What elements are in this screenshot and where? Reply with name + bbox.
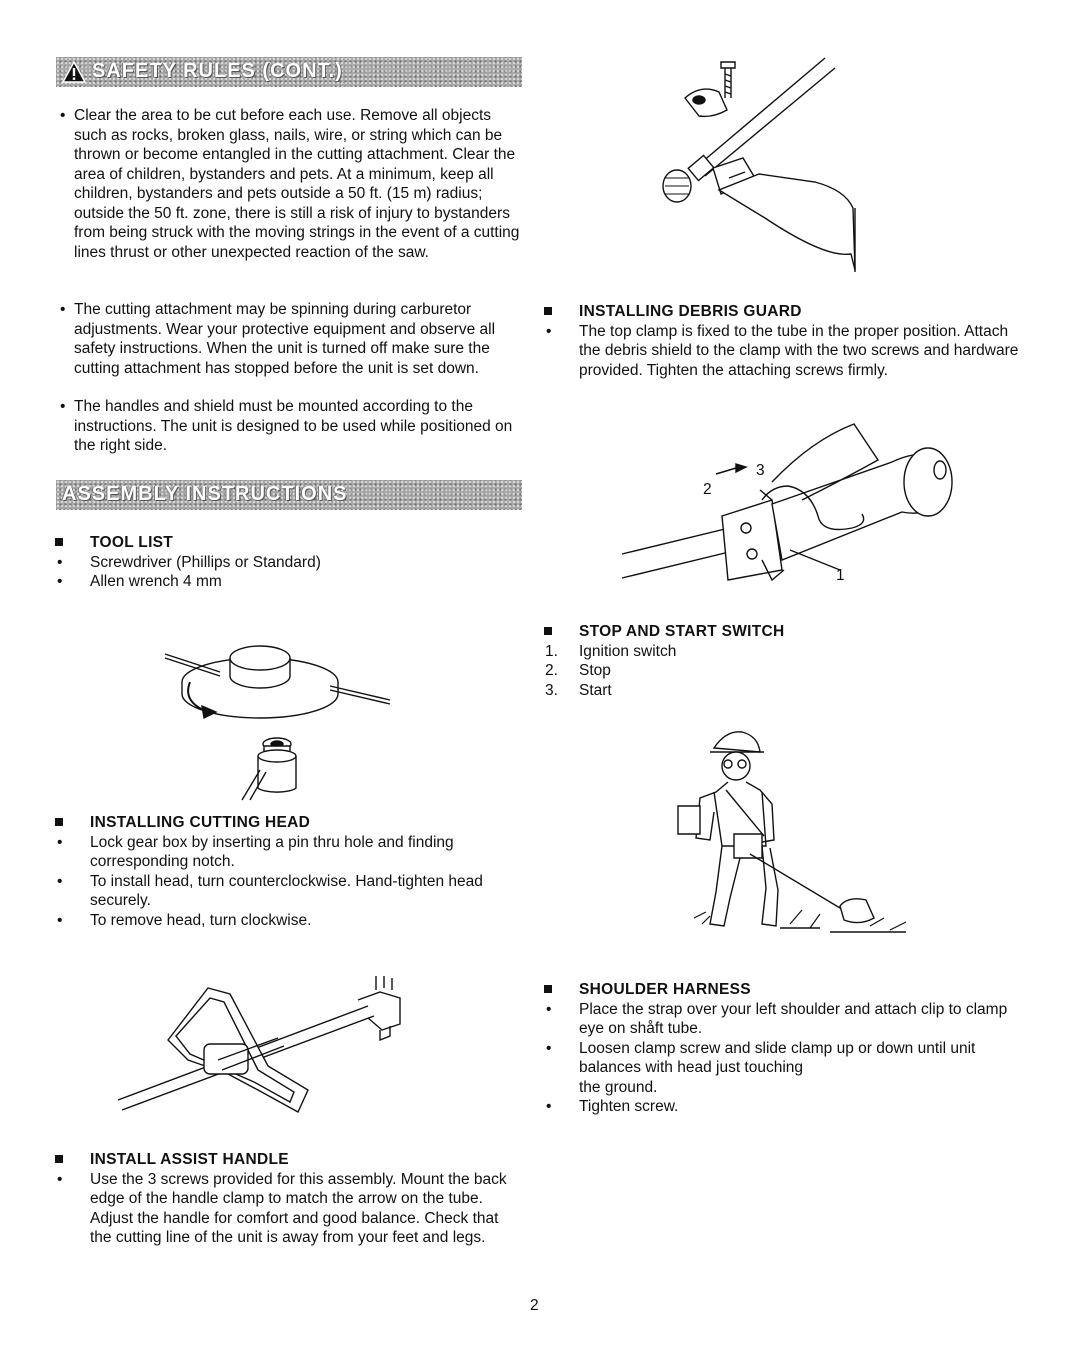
safety-bullet-3: • The handles and shield must be mounted according to the instructions. The unit is designed to be used while positioned on the right side. — [54, 397, 524, 456]
cutting-head-section — [38, 813, 518, 930]
assist-handle-heading: INSTALL ASSIST HANDLE — [38, 1150, 522, 1170]
switch-callout-label: 3 — [756, 462, 765, 479]
shoulder-harness-heading: SHOULDER HARNESS — [527, 980, 1017, 1000]
stop-start-heading: STOP AND START SWITCH — [527, 622, 1007, 642]
cutting-head-illustration — [160, 632, 400, 802]
shoulder-harness-continuation: the ground. — [579, 1078, 658, 1096]
stop-start-item: 3. Start — [545, 681, 612, 699]
assembly-instructions-title: ASSEMBLY INSTRUCTIONS — [62, 483, 348, 506]
cutting-head-step: • To remove head, turn clockwise. — [38, 911, 518, 931]
tool-list-heading: TOOL LIST — [38, 533, 508, 553]
tool-list-item: • Allen wrench 4 mm — [38, 572, 508, 592]
shoulder-harness-section — [527, 980, 1017, 1117]
switch-callout-label: 2 — [703, 481, 712, 498]
shoulder-harness-illustration — [670, 728, 910, 946]
assembly-instructions-banner — [56, 480, 522, 510]
cutting-head-step: • Lock gear box by inserting a pin thru hole and finding corresponding notch. — [38, 833, 518, 872]
shoulder-harness-step: • Loosen clamp screw and slide clamp up or down until unit balances with head just touching — [527, 1039, 1017, 1078]
debris-guard-illustration — [655, 58, 865, 278]
safety-bullet-2: • The cutting attachment may be spinning during carburetor adjustments. Wear your protective equipment and observe all safety instructions. When the unit is turned off make sure the cutting attachment has stopped before the unit is set down. — [54, 300, 524, 378]
safety-rules-title: SAFETY RULES (CONT.) — [92, 60, 343, 83]
warning-triangle-icon — [62, 61, 86, 83]
safety-rules-banner — [56, 57, 522, 87]
assist-handle-illustration — [118, 970, 418, 1120]
page-number: 2 — [530, 1297, 539, 1314]
safety-bullet-1: • Clear the area to be cut before each use. Remove all objects such as rocks, broken glass, nails, wire, or string which can be thrown or become entangled in the cutting attachment. Clear the area of children, bystanders and pets. At a minimum, keep all children, bystanders and pets outside a 50 ft. (15 m) radius; outside the 50 ft. zone, there is still a risk of injury to bystanders from being struck with the moving strings in the event of a cutting lines thrust or other unexpected reaction of the saw. — [54, 106, 524, 262]
debris-guard-step: • The top clamp is fixed to the tube in the proper position. Attach the debris shield to the clamp with the two screws and hardware provided. Tighten the attaching screws firmly. — [527, 322, 1027, 381]
stop-start-item: 1. Ignition switch — [545, 642, 677, 660]
stop-start-item: 2. Stop — [545, 662, 611, 679]
debris-guard-section — [527, 302, 1027, 380]
stop-start-section — [527, 622, 1007, 700]
assist-handle-step: • Use the 3 screws provided for this assembly. Mount the back edge of the handle clamp to match the arrow on the tube. Adjust the handle for comfort and good balance. Check that the cutting line of the unit is away from your feet and legs. — [38, 1170, 522, 1248]
tool-list-section — [38, 533, 508, 592]
stop-start-switch-illustration — [622, 420, 962, 600]
shoulder-harness-step: • Tighten screw. — [527, 1097, 1017, 1117]
cutting-head-heading: INSTALLING CUTTING HEAD — [38, 813, 518, 833]
cutting-head-step: • To install head, turn counterclockwise. Hand-tighten head securely. — [38, 872, 518, 911]
tool-list-item: • Screwdriver (Phillips or Standard) — [38, 553, 508, 573]
assist-handle-section — [38, 1150, 522, 1248]
debris-guard-heading: INSTALLING DEBRIS GUARD — [527, 302, 1027, 322]
shoulder-harness-step: • Place the strap over your left shoulder and attach clip to clamp eye on shåft tube. — [527, 1000, 1017, 1039]
switch-callout-label: 1 — [836, 567, 845, 584]
